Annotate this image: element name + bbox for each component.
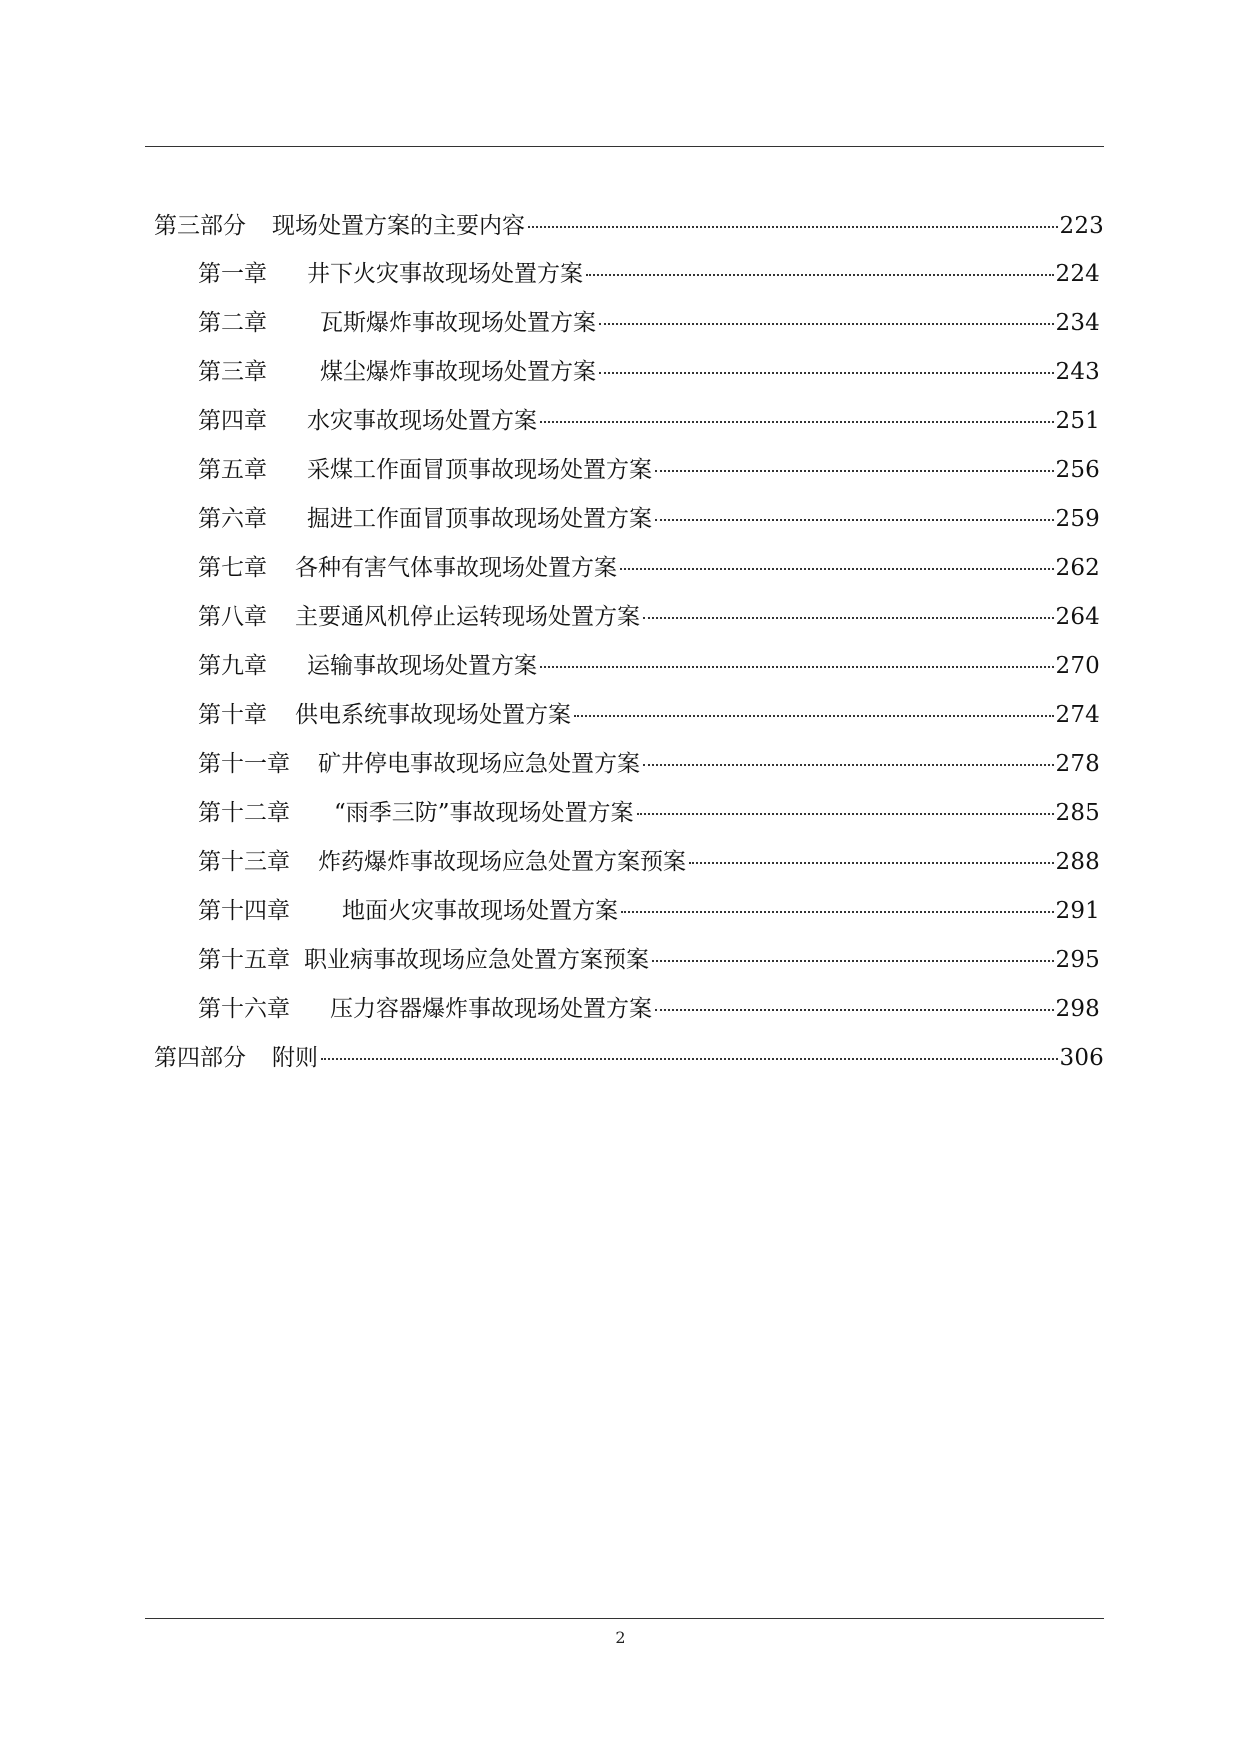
toc-entry-number: 第五章 (198, 457, 267, 483)
toc-entry-number: 第一章 (198, 261, 267, 287)
toc-entry-page: 285 (1055, 800, 1100, 826)
toc-entry-title: “雨季三防”事故现场处置方案 (334, 800, 634, 826)
toc-entry-chapter-4[interactable] (198, 404, 1100, 438)
dot-leader (637, 813, 1054, 815)
toc-entry-title: 附则 (272, 1045, 318, 1071)
dot-leader (599, 372, 1054, 374)
toc-entry-chapter-15[interactable] (198, 943, 1100, 977)
toc-entry-number: 第十一章 (198, 751, 290, 777)
toc-entry-page: 306 (1059, 1045, 1104, 1071)
toc-entry-title: 主要通风机停止运转现场处置方案 (295, 604, 640, 630)
toc-entry-page: 223 (1059, 213, 1104, 239)
toc-entry-page: 234 (1055, 310, 1100, 336)
toc-entry-chapter-1[interactable] (198, 257, 1100, 291)
toc-entry-number: 第四部分 (154, 1045, 246, 1071)
dot-leader (540, 421, 1054, 423)
toc-entry-number: 第九章 (198, 653, 267, 679)
toc-entry-title: 水灾事故现场处置方案 (307, 408, 537, 434)
dot-leader (599, 323, 1054, 325)
toc-entry-number: 第四章 (198, 408, 267, 434)
toc-entry-number: 第十六章 (198, 996, 290, 1022)
toc-entry-page: 256 (1055, 457, 1100, 483)
toc-entry-number: 第八章 (198, 604, 267, 630)
toc-entry-title: 采煤工作面冒顶事故现场处置方案 (307, 457, 652, 483)
dot-leader (655, 519, 1054, 521)
toc-entry-title: 现场处置方案的主要内容 (272, 213, 525, 239)
toc-entry-page: 251 (1055, 408, 1100, 434)
page-number: 2 (615, 1628, 626, 1647)
toc-entry-title: 矿井停电事故现场应急处置方案 (318, 751, 640, 777)
dot-leader (321, 1058, 1058, 1060)
toc-entry-page: 270 (1055, 653, 1100, 679)
toc-entry-chapter-8[interactable] (198, 600, 1100, 634)
toc-entry-chapter-2[interactable] (198, 306, 1100, 340)
toc-entry-chapter-3[interactable] (198, 355, 1100, 389)
toc-entry-title: 井下火灾事故现场处置方案 (307, 261, 583, 287)
toc-entry-title: 瓦斯爆炸事故现场处置方案 (320, 310, 596, 336)
toc-entry-chapter-11[interactable] (198, 747, 1100, 781)
toc-entry-page: 224 (1055, 261, 1100, 287)
toc-entry-title: 压力容器爆炸事故现场处置方案 (330, 996, 652, 1022)
dot-leader (643, 764, 1054, 766)
toc-entry-title: 炸药爆炸事故现场应急处置方案预案 (318, 849, 686, 875)
toc-entry-title: 运输事故现场处置方案 (307, 653, 537, 679)
dot-leader (621, 911, 1054, 913)
dot-leader (540, 666, 1054, 668)
toc-entry-chapter-10[interactable] (198, 698, 1100, 732)
dot-leader (655, 1009, 1054, 1011)
toc-entry-number: 第十四章 (198, 898, 290, 924)
dot-leader (689, 862, 1054, 864)
toc-entry-page: 262 (1055, 555, 1100, 581)
dot-leader (652, 960, 1054, 962)
toc-entry-chapter-9[interactable] (198, 649, 1100, 683)
toc-entry-title: 煤尘爆炸事故现场处置方案 (320, 359, 596, 385)
toc-entry-title: 职业病事故现场应急处置方案预案 (304, 947, 649, 973)
toc-entry-page: 288 (1055, 849, 1100, 875)
dot-leader (620, 568, 1054, 570)
toc-entry-title: 各种有害气体事故现场处置方案 (295, 555, 617, 581)
footer-rule (145, 1618, 1104, 1619)
dot-leader (655, 470, 1054, 472)
dot-leader (586, 274, 1054, 276)
toc-entry-chapter-12[interactable] (198, 796, 1100, 830)
toc-entry-title: 掘进工作面冒顶事故现场处置方案 (307, 506, 652, 532)
dot-leader (574, 715, 1054, 717)
toc-entry-page: 295 (1055, 947, 1100, 973)
toc-entry-chapter-6[interactable] (198, 502, 1100, 536)
toc-entry-part-4[interactable] (154, 1041, 1104, 1075)
toc-entry-chapter-14[interactable] (198, 894, 1100, 928)
toc-entry-page: 264 (1055, 604, 1100, 630)
toc-entry-part-3[interactable] (154, 209, 1104, 243)
toc-entry-number: 第十三章 (198, 849, 290, 875)
toc-entry-chapter-13[interactable] (198, 845, 1100, 879)
toc-entry-page: 259 (1055, 506, 1100, 532)
toc-entry-page: 243 (1055, 359, 1100, 385)
toc-entry-chapter-7[interactable] (198, 551, 1100, 585)
toc-entry-page: 291 (1055, 898, 1100, 924)
toc-entry-number: 第三章 (198, 359, 267, 385)
toc-entry-title: 地面火灾事故现场处置方案 (342, 898, 618, 924)
dot-leader (643, 617, 1054, 619)
toc-entry-chapter-16[interactable] (198, 992, 1100, 1026)
toc-entry-title: 供电系统事故现场处置方案 (295, 702, 571, 728)
toc-entry-number: 第十二章 (198, 800, 290, 826)
toc-entry-number: 第十五章 (198, 947, 290, 973)
dot-leader (528, 226, 1058, 228)
toc-entry-number: 第三部分 (154, 213, 246, 239)
toc-entry-page: 298 (1055, 996, 1100, 1022)
toc-entry-page: 274 (1055, 702, 1100, 728)
toc-entry-number: 第七章 (198, 555, 267, 581)
toc-entry-page: 278 (1055, 751, 1100, 777)
toc-entry-number: 第十章 (198, 702, 267, 728)
toc-entry-number: 第六章 (198, 506, 267, 532)
toc-entry-chapter-5[interactable] (198, 453, 1100, 487)
toc-entry-number: 第二章 (198, 310, 267, 336)
